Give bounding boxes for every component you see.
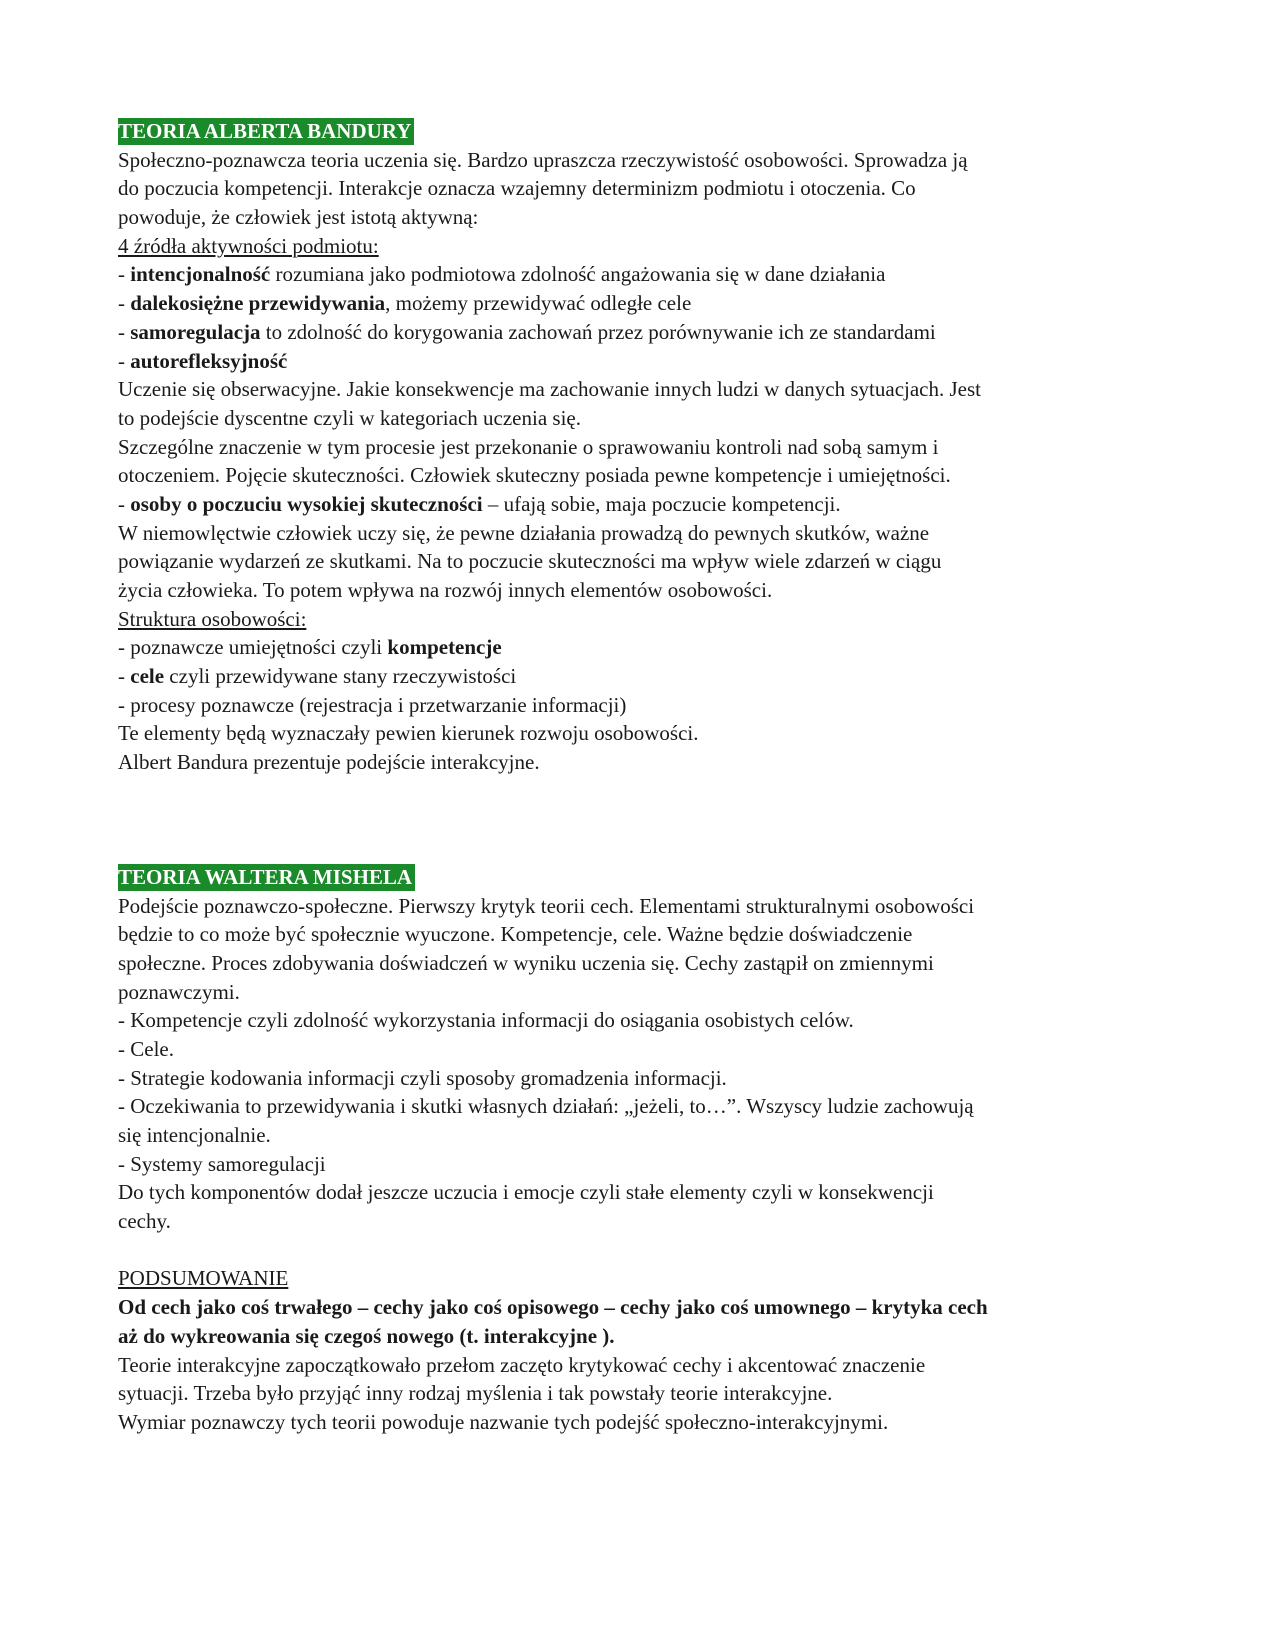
subheading-sources: 4 źródła aktywności podmiotu:: [118, 233, 379, 258]
list-item: - Cele.: [118, 1036, 174, 1061]
subheading-structure: Struktura osobowości:: [118, 606, 307, 631]
list-item-term: osoby o poczuciu wysokiej skuteczności: [130, 491, 483, 516]
section-heading-bandura: TEORIA ALBERTA BANDURY: [118, 118, 414, 145]
list-item-text: , możemy przewidywać odległe cele: [385, 291, 692, 316]
list-item-text: to zdolność do korygowania zachowań przez porównywanie ich ze standardami: [260, 319, 936, 344]
list-item-term: kompetencje: [387, 635, 502, 660]
paragraph-line: powoduje, że człowiek jest istotą aktywną:: [118, 205, 479, 230]
list-dash: -: [118, 291, 131, 316]
paragraph-line: Szczególne znaczenie w tym procesie jest przekonanie o sprawowaniu kontroli nad sobą samym i: [118, 434, 939, 459]
list-item-text: -: [118, 664, 131, 689]
list-item-text: – ufają sobie, maja poczucie kompetencji.: [482, 491, 841, 516]
list-dash: -: [118, 319, 131, 344]
paragraph-line: Podejście poznawczo-społeczne. Pierwszy krytyk teorii cech. Elementami strukturalnymi osobowości: [118, 893, 975, 918]
list-item: [118, 490, 1178, 519]
summary-bold-line: Od cech jako coś trwałego – cechy jako coś opisowego – cechy jako coś umownego – krytyka cech: [118, 1295, 988, 1320]
subheading-line: [118, 232, 1178, 261]
list-item: [118, 318, 1178, 347]
paragraph-line: poznawczymi.: [118, 979, 240, 1004]
list-item: - Systemy samoregulacji: [118, 1151, 326, 1176]
paragraph-line: do poczucia kompetencji. Interakcje oznacza wzajemny determinizm podmiotu i otoczenia. Co: [118, 176, 916, 201]
paragraph-line: Wymiar poznawczy tych teorii powoduje nazwanie tych podejść społeczno-interakcyjnymi.: [118, 1409, 889, 1434]
paragraph-line: Uczenie się obserwacyjne. Jakie konsekwencje ma zachowanie innych ludzi w danych sytuacjach. Jest: [118, 377, 981, 402]
paragraph-line: W niemowlęctwie człowiek uczy się, że pewne działania prowadzą do pewnych skutków, ważne: [118, 520, 930, 545]
list-item-term: dalekosiężne przewidywania: [130, 291, 386, 316]
paragraph-line: będzie to co może być społecznie wyuczone. Kompetencje, cele. Ważne będzie doświadczenie: [118, 922, 913, 947]
summary-heading-line: [118, 1264, 1178, 1293]
list-item-term: autorefleksyjność: [130, 348, 288, 373]
paragraph-line: sytuacji. Trzeba było przyjąć inny rodzaj myślenia i tak powstały teorie interakcyjne.: [118, 1381, 833, 1406]
list-item: [118, 691, 1178, 720]
paragraph-line: powiązanie wydarzeń ze skutkami. Na to poczucie skuteczności ma wpływ wiele zdarzeń w ciągu: [118, 549, 942, 574]
list-item: [118, 633, 1178, 662]
paragraph-line: Teorie interakcyjne zapoczątkowało przełom zaczęto krytykować cechy i akcentować znaczenie: [118, 1352, 926, 1377]
list-item-term: samoregulacja: [130, 319, 261, 344]
paragraph-line: cechy.: [118, 1209, 171, 1234]
list-item-text: - poznawcze umiejętności czyli: [118, 635, 388, 660]
list-dash: -: [118, 491, 131, 516]
paragraph-line: życia człowieka. To potem wpływa na rozwój innych elementów osobowości.: [118, 578, 773, 602]
paragraph-line: Te elementy będą wyznaczały pewien kierunek rozwoju osobowości.: [118, 721, 699, 746]
list-item: [118, 289, 1178, 318]
section-heading-mishel: TEORIA WALTERA MISHELA: [118, 864, 415, 891]
list-dash: -: [118, 348, 131, 373]
paragraph-line: Albert Bandura prezentuje podejście interakcyjne.: [118, 750, 540, 775]
list-item: - Oczekiwania to przewidywania i skutki własnych działań: „jeżeli, to…”. Wszyscy ludzie zachowują: [118, 1094, 974, 1119]
summary-bold-line: aż do wykreowania się czegoś nowego (t. interakcyjne ).: [118, 1323, 615, 1348]
list-item: [118, 260, 1178, 289]
section-mishel-heading-line: [118, 863, 1178, 892]
list-item: [118, 662, 1178, 691]
list-item: - Kompetencje czyli zdolność wykorzystania informacji do osiągania osobistych celów.: [118, 1008, 854, 1033]
list-item-term: intencjonalność: [130, 262, 271, 287]
paragraph-line: Społeczno-poznawcza teoria uczenia się. Bardzo upraszcza rzeczywistość osobowości. Sprowadza ją: [118, 147, 968, 172]
list-item: - Strategie kodowania informacji czyli sposoby gromadzenia informacji.: [118, 1065, 727, 1090]
section-heading-summary: PODSUMOWANIE: [118, 1266, 289, 1291]
paragraph-line: otoczeniem. Pojęcie skuteczności. Człowiek skuteczny posiada pewne kompetencje i umiejętności.: [118, 463, 951, 488]
paragraph-line: społeczne. Proces zdobywania doświadczeń w wyniku uczenia się. Cechy zastąpił on zmiennymi: [118, 950, 934, 975]
section-bandura-heading-line: [118, 117, 1178, 146]
section-spacer: [118, 1236, 1178, 1265]
paragraph-line: to podejście dyscentne czyli w kategoriach uczenia się.: [118, 405, 581, 430]
document-content: [118, 117, 1178, 1437]
paragraph-line: Do tych komponentów dodał jeszcze uczucia i emocje czyli stałe elementy czyli w konsekwencji: [118, 1180, 934, 1205]
paragraph-line: się intencjonalnie.: [118, 1123, 271, 1147]
list-item-term: cele: [130, 664, 165, 689]
list-item: [118, 347, 1178, 376]
section-spacer: [118, 777, 1178, 863]
list-item-text: rozumiana jako podmiotowa zdolność angażowania się w dane działania: [270, 262, 886, 287]
list-dash: -: [118, 262, 131, 287]
list-item-text: czyli przewidywane stany rzeczywistości: [164, 664, 517, 689]
list-item-text: - procesy poznawcze (rejestracja i przetwarzanie informacji): [118, 692, 627, 717]
subheading-line: [118, 605, 1178, 634]
